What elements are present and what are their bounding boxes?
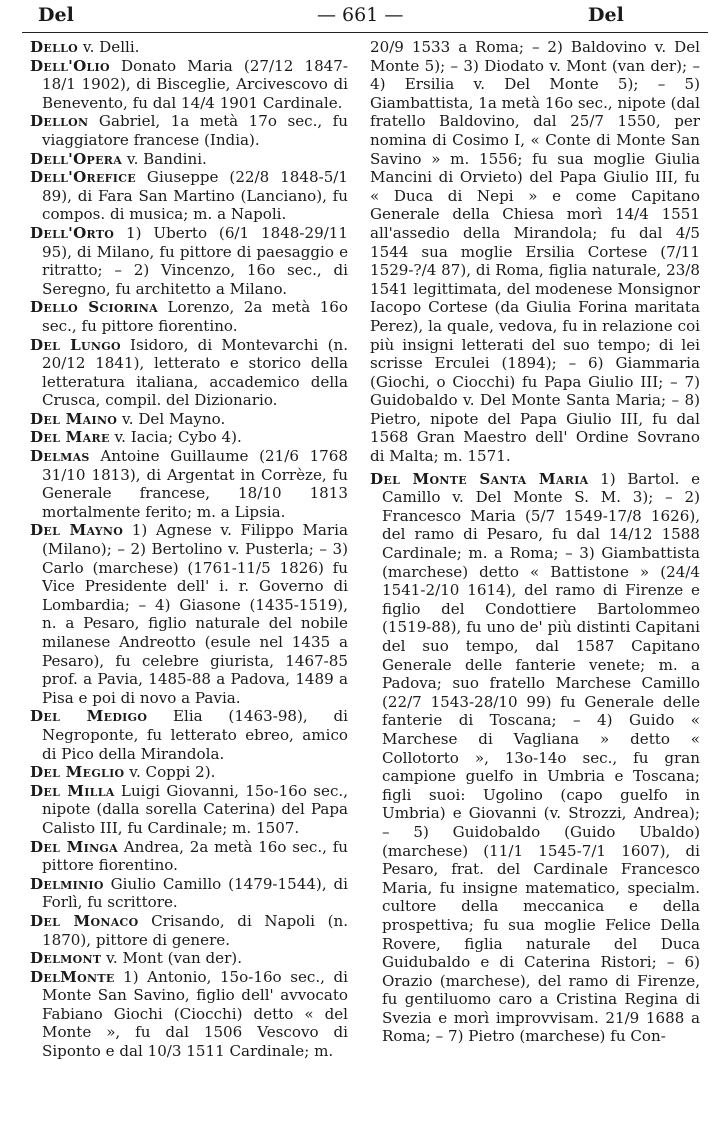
right-column xyxy=(370,38,700,1128)
entry xyxy=(30,782,348,838)
entry xyxy=(30,521,348,707)
running-head-left: Del xyxy=(38,4,74,26)
entry-text: Isidoro, di Montevarchi (n. 20/12 1841), letterato e storico della letteratura italiana, accademico della Crusca, compil. del Dizionario. xyxy=(42,335,348,410)
entry xyxy=(30,912,348,949)
running-head-right: Del xyxy=(588,4,624,26)
entry-text: Antoine Guillaume (21/6 1768 31/10 1813), di Argentat in Corrèze, fu Generale francese, 18/10 1813 mortalmente ferito; m. a Lipsia. xyxy=(42,447,348,521)
entry-text: 1) Antonio, 15o-16o sec., di Monte San Savino, figlio dell' avvocato Fabiano Giochi (Ciocchi) detto « del Monte », fu dal 1506 Vescovo di Siponto e dal 10/3 1511 Cardinale; m. xyxy=(42,967,348,1061)
headword: Dell'Opera xyxy=(30,149,123,168)
entry xyxy=(30,410,348,429)
headword: Del Monaco xyxy=(30,911,139,930)
entry xyxy=(30,38,348,57)
entry xyxy=(30,838,348,875)
entry-text: v. Delli. xyxy=(78,38,140,56)
entry xyxy=(30,428,348,447)
entry xyxy=(30,336,348,410)
headword: Del Medigo xyxy=(30,707,148,726)
left-column xyxy=(30,38,348,1128)
headword: Delmas xyxy=(30,447,90,466)
headword: Delminio xyxy=(30,874,104,893)
headword: Del Monte Santa Maria xyxy=(370,469,589,488)
page-header xyxy=(0,4,718,30)
headword: Del Meglio xyxy=(30,763,125,782)
entry-text: 1) Uberto (6/1 1848-29/11 95), di Milano, fu pittore di paesaggio e ritratto; – 2) Vincenzo, 16o sec., di Seregno, fu architetto a Milano. xyxy=(42,223,348,298)
entry-text: Andrea, 2a metà 16o sec., fu pittore fiorentino. xyxy=(42,837,348,875)
headword: Del Mare xyxy=(30,428,110,447)
headword: Del Maino xyxy=(30,409,118,428)
headword: DelMonte xyxy=(30,967,115,986)
entry-text: Donato Maria (27/12 1847-18/1 1902), di Bisceglie, Arcivescovo di Benevento, fu dal 14/4 1901 Cardinale. xyxy=(42,56,348,112)
headword: Del Mayno xyxy=(30,521,124,540)
entry xyxy=(30,112,348,149)
entry xyxy=(30,875,348,912)
entry-text: Lorenzo, 2a metà 16o sec., fu pittore fiorentino. xyxy=(42,298,348,335)
headword: Dello Sciorina xyxy=(30,298,158,317)
entry xyxy=(30,949,348,968)
headword: Dell'Orefice xyxy=(30,168,136,187)
headword: Del Milla xyxy=(30,781,115,800)
entry xyxy=(30,707,348,763)
headword: Del Minga xyxy=(30,837,118,856)
headword: Dell'Orto xyxy=(30,223,115,242)
entry-text: Gabriel, 1a metà 17o sec., fu viaggiatore francese (India). xyxy=(42,112,348,149)
headword: Del Lungo xyxy=(30,335,121,354)
entry xyxy=(30,224,348,298)
entry xyxy=(30,447,348,521)
entry-text: v. Iacia; Cybo 4). xyxy=(109,428,242,447)
entry-text: v. Del Mayno. xyxy=(117,409,226,428)
entry-text: v. Bandini. xyxy=(122,149,207,168)
entry-text: v. Mont (van der). xyxy=(101,949,242,968)
entry-text: Elia (1463-98), di Negroponte, fu letterato ebreo, amico di Pico della Mirandola. xyxy=(42,707,348,763)
entry xyxy=(30,298,348,335)
entry xyxy=(30,763,348,782)
entry-continuation xyxy=(370,38,700,466)
header-rule xyxy=(22,32,708,33)
entry xyxy=(370,470,700,1046)
page-number: — 661 — xyxy=(317,4,404,26)
entry xyxy=(30,150,348,169)
entry-text: Crisando, di Napoli (n. 1870), pittore di genere. xyxy=(42,911,348,949)
entry-text: 20/9 1533 a Roma; – 2) Baldovino v. Del Monte 5); – 3) Diodato v. Mont (van der); – 4) Ersilia v. Del Monte 5); – 5) Giambattista, 1a metà 16o sec., nipote (dal fratello Baldovino, dal 25/7 1550, per nomina di Cosimo I, « Conte di Monte San Savino » m. 1556; fu sua moglie Giulia Mancini di Orvieto) del Papa Giulio III, fu « Duca di Nepi » e come Capitano Generale della Chiesa morì 14/4 1551 all'assedio della Mirandola; fu dal 4/5 1544 sua moglie Ersilia Cortese (7/11 1529-?/4 87), di Roma, figlia naturale, 23/8 1541 legittimata, del modenese Monsignor Iacopo Cortese (da Giulia Forina maritata Perez), la quale, vedova, fu in relazione coi più insigni letterati del suo tempo; di lei scrisse Erculei (1894); – 6) Giammaria (Giochi, o Ciocchi) fu Papa Giulio III; – 7) Guidobaldo v. Del Monte Santa Maria; – 8) Pietro, nipote del Papa Giulio III, fu dal 1568 Gran Maestro dell' Ordine Sovrano di Malta; m. 1571. xyxy=(370,38,700,466)
headword: Dellon xyxy=(30,112,89,131)
entry xyxy=(30,168,348,224)
entry xyxy=(30,57,348,113)
headword: Dell'Olio xyxy=(30,56,110,75)
headword: Delmont xyxy=(30,949,102,968)
entry xyxy=(30,968,348,1061)
headword: Dello xyxy=(30,38,79,56)
entry-text: 1) Agnese v. Filippo Maria (Milano); – 2) Bertolino v. Pusterla; – 3) Carlo (marchese) (1761-11/5 1826) fu Vice Presidente dell' i. r. Governo di Lombardia; – 4) Giasone (1435-1519), n. a Pesaro, figlio naturale del nobile milanese Andreotto (esule nel 1435 a Pesaro), fu celebre giurista, 1467-85 prof. a Pavia, 1485-88 a Padova, 1489 a Pisa e poi di novo a Pavia. xyxy=(42,521,348,707)
entry-text: Luigi Giovanni, 15o-16o sec., nipote (dalla sorella Caterina) del Papa Calisto III, fu Cardinale; m. 1507. xyxy=(42,781,348,837)
entry-text: Giulio Camillo (1479-1544), di Forlì, fu scrittore. xyxy=(42,874,348,912)
entry-text: Giuseppe (22/8 1848-5/1 89), di Fara San Martino (Lanciano), fu compos. di musica; m. a Napoli. xyxy=(42,168,348,224)
entry-text: 1) Bartol. e Camillo v. Del Monte S. M. 3); – 2) Francesco Maria (5/7 1549-17/8 1626), del ramo di Pesaro, fu dal 14/12 1588 Cardinale; m. a Roma; – 3) Giambattista (marchese) detto « Battistone » (24/4 1541-2/10 1614), del ramo di Firenze e figlio del Condottiere Bartolommeo (1519-88), fu uno de' più distinti Capitani del suo tempo, dal 1587 Capitano Generale delle fanterie venete; m. a Padova; suo fratello Marchese Camillo (22/7 1543-28/10 99) fu Generale delle fanterie di Toscana; – 4) Guido « Marchese di Vagliana » detto « Collotorto », 13o-14o sec., fu gran campione guelfo in Umbria e Toscana; figli suoi: Ugolino (capo guelfo in Umbria) e Giovanni (v. Strozzi, Andrea); – 5) Guidobaldo (Guido Ubaldo) (marchese) (11/1 1545-7/1 1607), di Pesaro, frat. del Cardinale Francesco Maria, fu insigne matematico, specialm. cultore della meccanica e della prospettiva; fu sua moglie Felice Della Rovere, figlia naturale del Duca Guidubaldo e di Caterina Ristori; – 6) Orazio (marchese), del ramo di Firenze, fu gentiluomo caro a Cristina Regina di Svezia e morì improvvisam. 21/9 1688 a Roma; – 7) Pietro (marchese) fu Con- xyxy=(382,469,700,1046)
entry-text: v. Coppi 2). xyxy=(124,763,216,782)
